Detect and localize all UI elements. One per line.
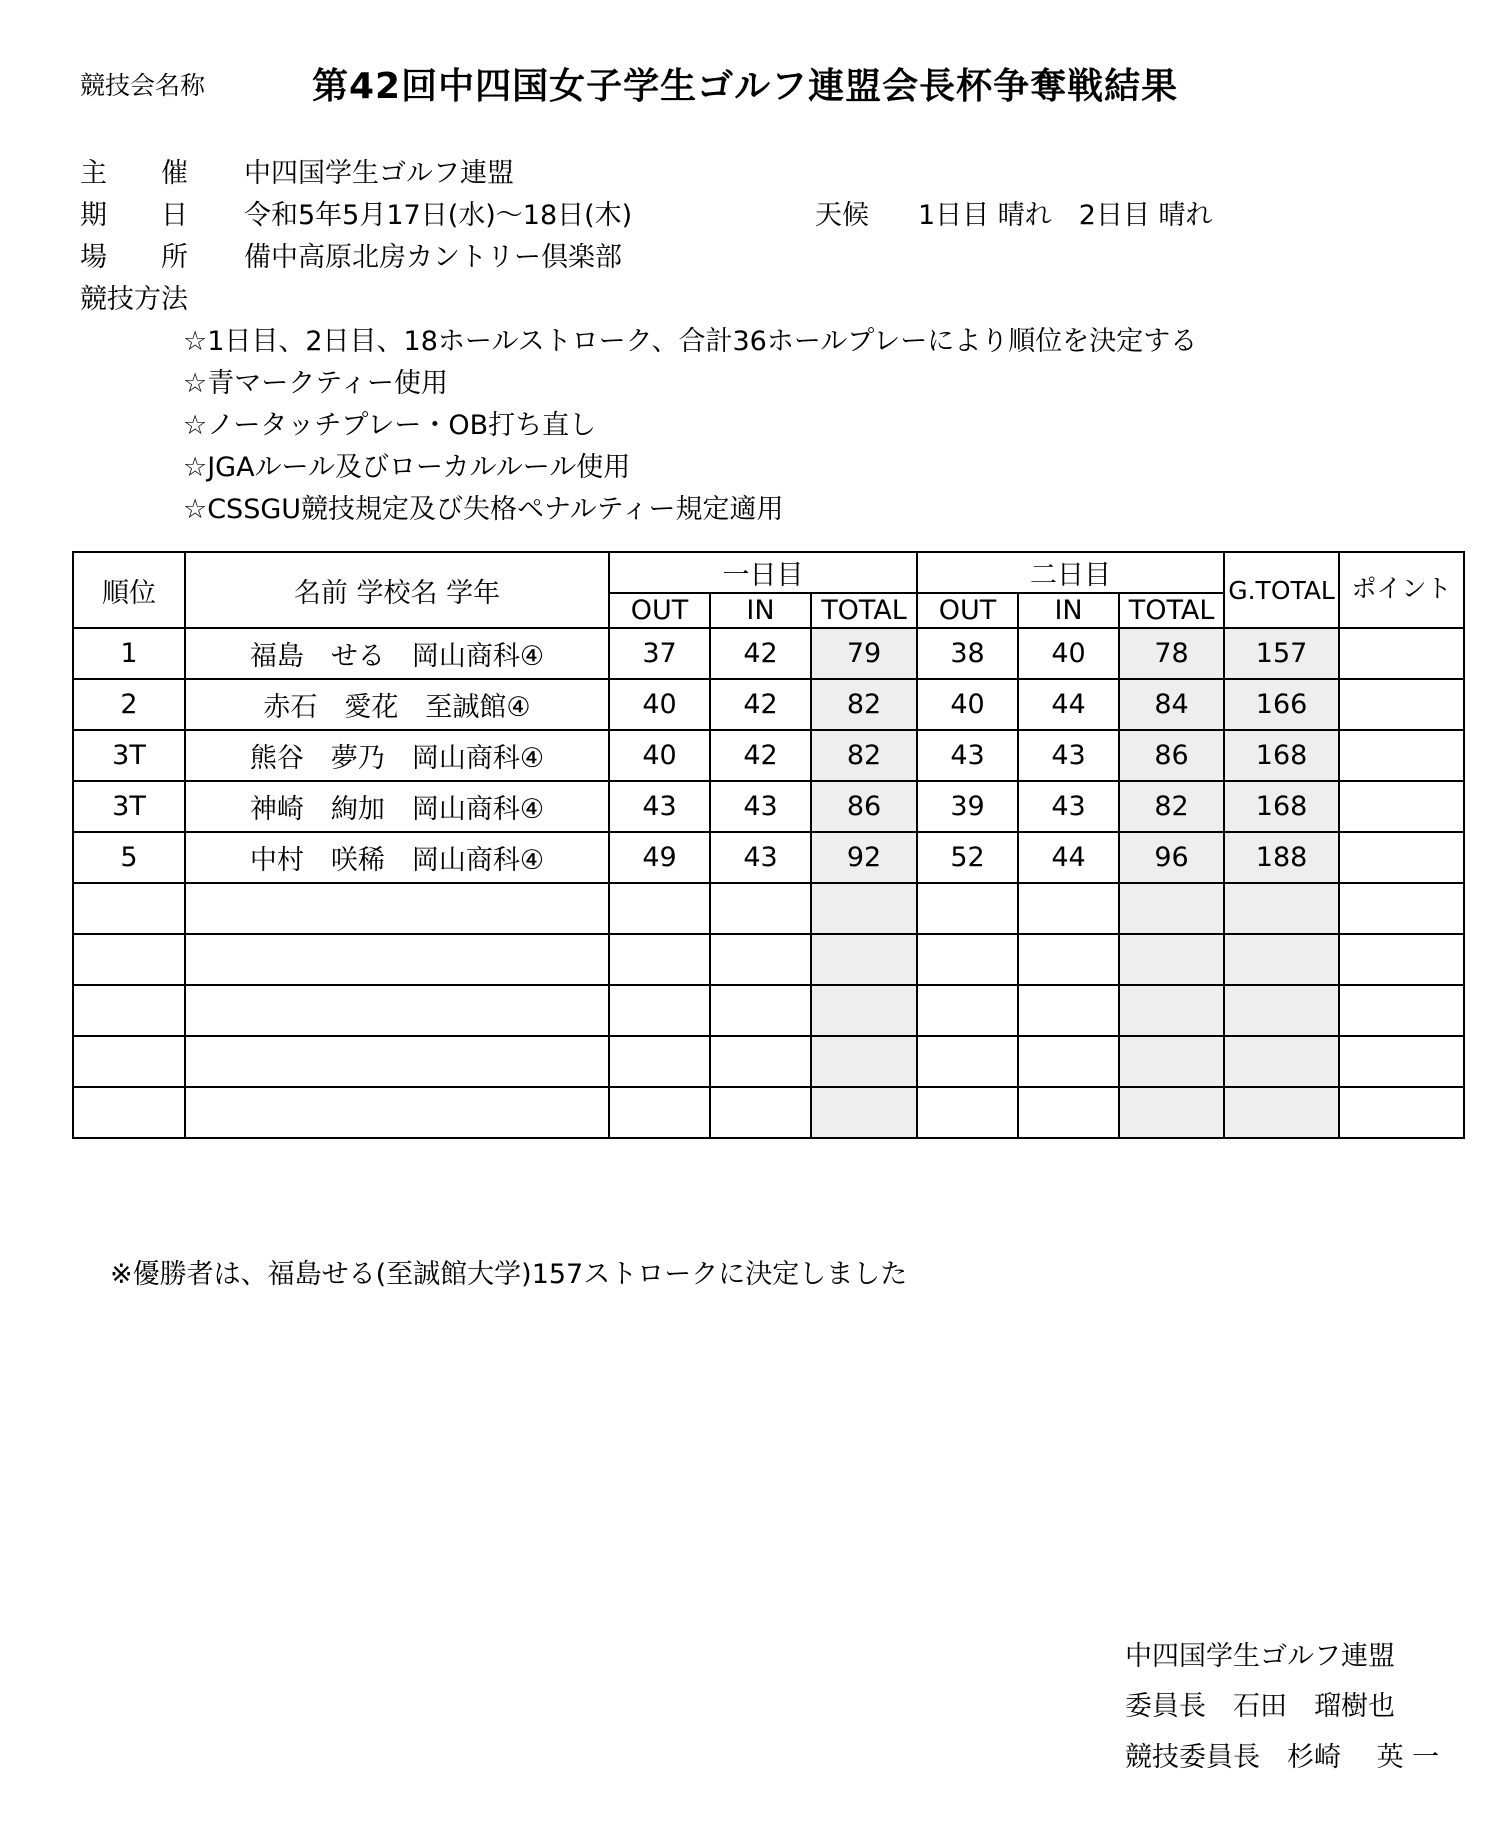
- gtotal-cell: [1224, 1036, 1339, 1087]
- points-cell: [1339, 934, 1464, 985]
- gtotal-cell: 168: [1224, 781, 1339, 832]
- total1-cell: 82: [811, 730, 917, 781]
- out2-cell: [917, 934, 1018, 985]
- table-row: [73, 1087, 1464, 1138]
- table-row: [73, 832, 1464, 883]
- in1-cell: [710, 985, 811, 1036]
- out1-cell: 49: [609, 832, 710, 883]
- gtotal-cell: [1224, 1087, 1339, 1138]
- gtotal-cell: [1224, 883, 1339, 934]
- out1-cell: 37: [609, 628, 710, 679]
- total2-cell: [1119, 1036, 1224, 1087]
- rule-item: ☆JGAルール及びローカルルール使用: [183, 452, 631, 483]
- total1-cell: [811, 883, 917, 934]
- name-cell: [185, 985, 609, 1036]
- in2-cell: 44: [1018, 832, 1119, 883]
- points-cell: [1339, 883, 1464, 934]
- out2-cell: 52: [917, 832, 1018, 883]
- out2-cell: 40: [917, 679, 1018, 730]
- total2-cell: 96: [1119, 832, 1224, 883]
- total1-cell: [811, 1036, 917, 1087]
- table-row: [73, 883, 1464, 934]
- out2-cell: [917, 985, 1018, 1036]
- total2-cell: 82: [1119, 781, 1224, 832]
- gtotal-cell: [1224, 934, 1339, 985]
- organizer-value: 中四国学生ゴルフ連盟: [244, 158, 514, 189]
- rank-cell: 2: [73, 679, 185, 730]
- total2-cell: [1119, 934, 1224, 985]
- results-table: [72, 551, 1465, 1139]
- in1-cell: [710, 883, 811, 934]
- name-cell: 福島 せる 岡山商科④: [185, 628, 609, 679]
- document-title: 第42回中四国女子学生ゴルフ連盟会長杯争奪戦結果: [312, 66, 1179, 107]
- rank-cell: [73, 1036, 185, 1087]
- table-row: [73, 628, 1464, 679]
- total1-cell: [811, 985, 917, 1036]
- in1-cell: [710, 1036, 811, 1087]
- gtotal-cell: 188: [1224, 832, 1339, 883]
- points-cell: [1339, 832, 1464, 883]
- name-cell: [185, 1036, 609, 1087]
- in2-cell: [1018, 1036, 1119, 1087]
- total2-cell: [1119, 985, 1224, 1036]
- venue-label: 場 所: [80, 242, 188, 273]
- table-row: [73, 1036, 1464, 1087]
- name-cell: [185, 934, 609, 985]
- in2-header: IN: [1018, 593, 1119, 628]
- rank-cell: 1: [73, 628, 185, 679]
- venue-value: 備中高原北房カントリー倶楽部: [244, 242, 622, 273]
- total1-cell: [811, 934, 917, 985]
- total1-cell: 79: [811, 628, 917, 679]
- organizer-label: 主 催: [80, 158, 188, 189]
- total2-header: TOTAL: [1119, 593, 1224, 628]
- out2-cell: 39: [917, 781, 1018, 832]
- out2-cell: [917, 1036, 1018, 1087]
- out1-cell: [609, 985, 710, 1036]
- gtotal-header: G.TOTAL: [1224, 552, 1339, 628]
- in2-cell: 40: [1018, 628, 1119, 679]
- name-cell: 神崎 絢加 岡山商科④: [185, 781, 609, 832]
- rule-item: ☆ノータッチプレー・OB打ち直し: [183, 410, 597, 441]
- rule-item: ☆1日目、2日目、18ホールストローク、合計36ホールプレーにより順位を決定する: [183, 326, 1198, 357]
- day2-header: 二日目: [917, 552, 1224, 593]
- in1-cell: 42: [710, 628, 811, 679]
- rank-cell: [73, 985, 185, 1036]
- total1-cell: 92: [811, 832, 917, 883]
- rank-cell: 3T: [73, 730, 185, 781]
- points-cell: [1339, 730, 1464, 781]
- total1-cell: [811, 1087, 917, 1138]
- gtotal-cell: 166: [1224, 679, 1339, 730]
- gtotal-cell: [1224, 985, 1339, 1036]
- in1-cell: [710, 1087, 811, 1138]
- method-label: 競技方法: [80, 284, 188, 315]
- rank-cell: [73, 883, 185, 934]
- rule-item: ☆青マークティー使用: [183, 368, 449, 399]
- out2-cell: [917, 1087, 1018, 1138]
- points-cell: [1339, 781, 1464, 832]
- in1-header: IN: [710, 593, 811, 628]
- name-cell: [185, 883, 609, 934]
- total2-cell: [1119, 883, 1224, 934]
- points-header: ポイント: [1339, 552, 1464, 628]
- in2-cell: 43: [1018, 781, 1119, 832]
- rank-cell: 5: [73, 832, 185, 883]
- out1-cell: [609, 883, 710, 934]
- date-value: 令和5年5月17日(水)～18日(木): [244, 200, 633, 231]
- gtotal-cell: 168: [1224, 730, 1339, 781]
- in1-cell: 42: [710, 730, 811, 781]
- rule-item: ☆CSSGU競技規定及び失格ペナルティー規定適用: [183, 494, 784, 525]
- out1-cell: [609, 1036, 710, 1087]
- in1-cell: [710, 934, 811, 985]
- rank-cell: [73, 1087, 185, 1138]
- out2-cell: [917, 883, 1018, 934]
- total2-cell: 78: [1119, 628, 1224, 679]
- weather-value: 1日目 晴れ 2日目 晴れ: [918, 200, 1213, 231]
- total1-header: TOTAL: [811, 593, 917, 628]
- in2-cell: [1018, 985, 1119, 1036]
- out1-cell: 40: [609, 730, 710, 781]
- out2-cell: 38: [917, 628, 1018, 679]
- total2-cell: 86: [1119, 730, 1224, 781]
- points-cell: [1339, 628, 1464, 679]
- signature-chair: 委員長 石田 瑠樹也: [1125, 1691, 1395, 1722]
- name-cell: 中村 咲稀 岡山商科④: [185, 832, 609, 883]
- date-label: 期 日: [80, 200, 188, 231]
- in1-cell: 43: [710, 781, 811, 832]
- out1-cell: 43: [609, 781, 710, 832]
- in2-cell: [1018, 934, 1119, 985]
- points-cell: [1339, 1087, 1464, 1138]
- table-row: [73, 679, 1464, 730]
- signature-org: 中四国学生ゴルフ連盟: [1125, 1641, 1395, 1672]
- total2-cell: [1119, 1087, 1224, 1138]
- in2-cell: [1018, 1087, 1119, 1138]
- name-header: 名前 学校名 学年: [185, 552, 609, 628]
- in2-cell: 44: [1018, 679, 1119, 730]
- out1-cell: [609, 934, 710, 985]
- total1-cell: 82: [811, 679, 917, 730]
- table-row: [73, 781, 1464, 832]
- name-cell: [185, 1087, 609, 1138]
- table-row: [73, 934, 1464, 985]
- out1-header: OUT: [609, 593, 710, 628]
- out2-cell: 43: [917, 730, 1018, 781]
- points-cell: [1339, 679, 1464, 730]
- total1-cell: 86: [811, 781, 917, 832]
- table-row: [73, 730, 1464, 781]
- rank-header: 順位: [73, 552, 185, 628]
- gtotal-cell: 157: [1224, 628, 1339, 679]
- in1-cell: 42: [710, 679, 811, 730]
- day1-header: 一日目: [609, 552, 917, 593]
- rank-cell: 3T: [73, 781, 185, 832]
- points-cell: [1339, 985, 1464, 1036]
- signature-committee-chair: 競技委員長 杉崎 英 一: [1125, 1742, 1440, 1773]
- in2-cell: 43: [1018, 730, 1119, 781]
- in1-cell: 43: [710, 832, 811, 883]
- total2-cell: 84: [1119, 679, 1224, 730]
- winner-note: ※優勝者は、福島せる(至誠館大学)157ストロークに決定しました: [110, 1259, 908, 1290]
- out1-cell: [609, 1087, 710, 1138]
- rank-cell: [73, 934, 185, 985]
- in2-cell: [1018, 883, 1119, 934]
- out2-header: OUT: [917, 593, 1018, 628]
- event-name-label: 競技会名称: [80, 71, 206, 100]
- name-cell: 赤石 愛花 至誠館④: [185, 679, 609, 730]
- weather-label: 天候: [815, 200, 869, 231]
- out1-cell: 40: [609, 679, 710, 730]
- name-cell: 熊谷 夢乃 岡山商科④: [185, 730, 609, 781]
- points-cell: [1339, 1036, 1464, 1087]
- table-row: [73, 985, 1464, 1036]
